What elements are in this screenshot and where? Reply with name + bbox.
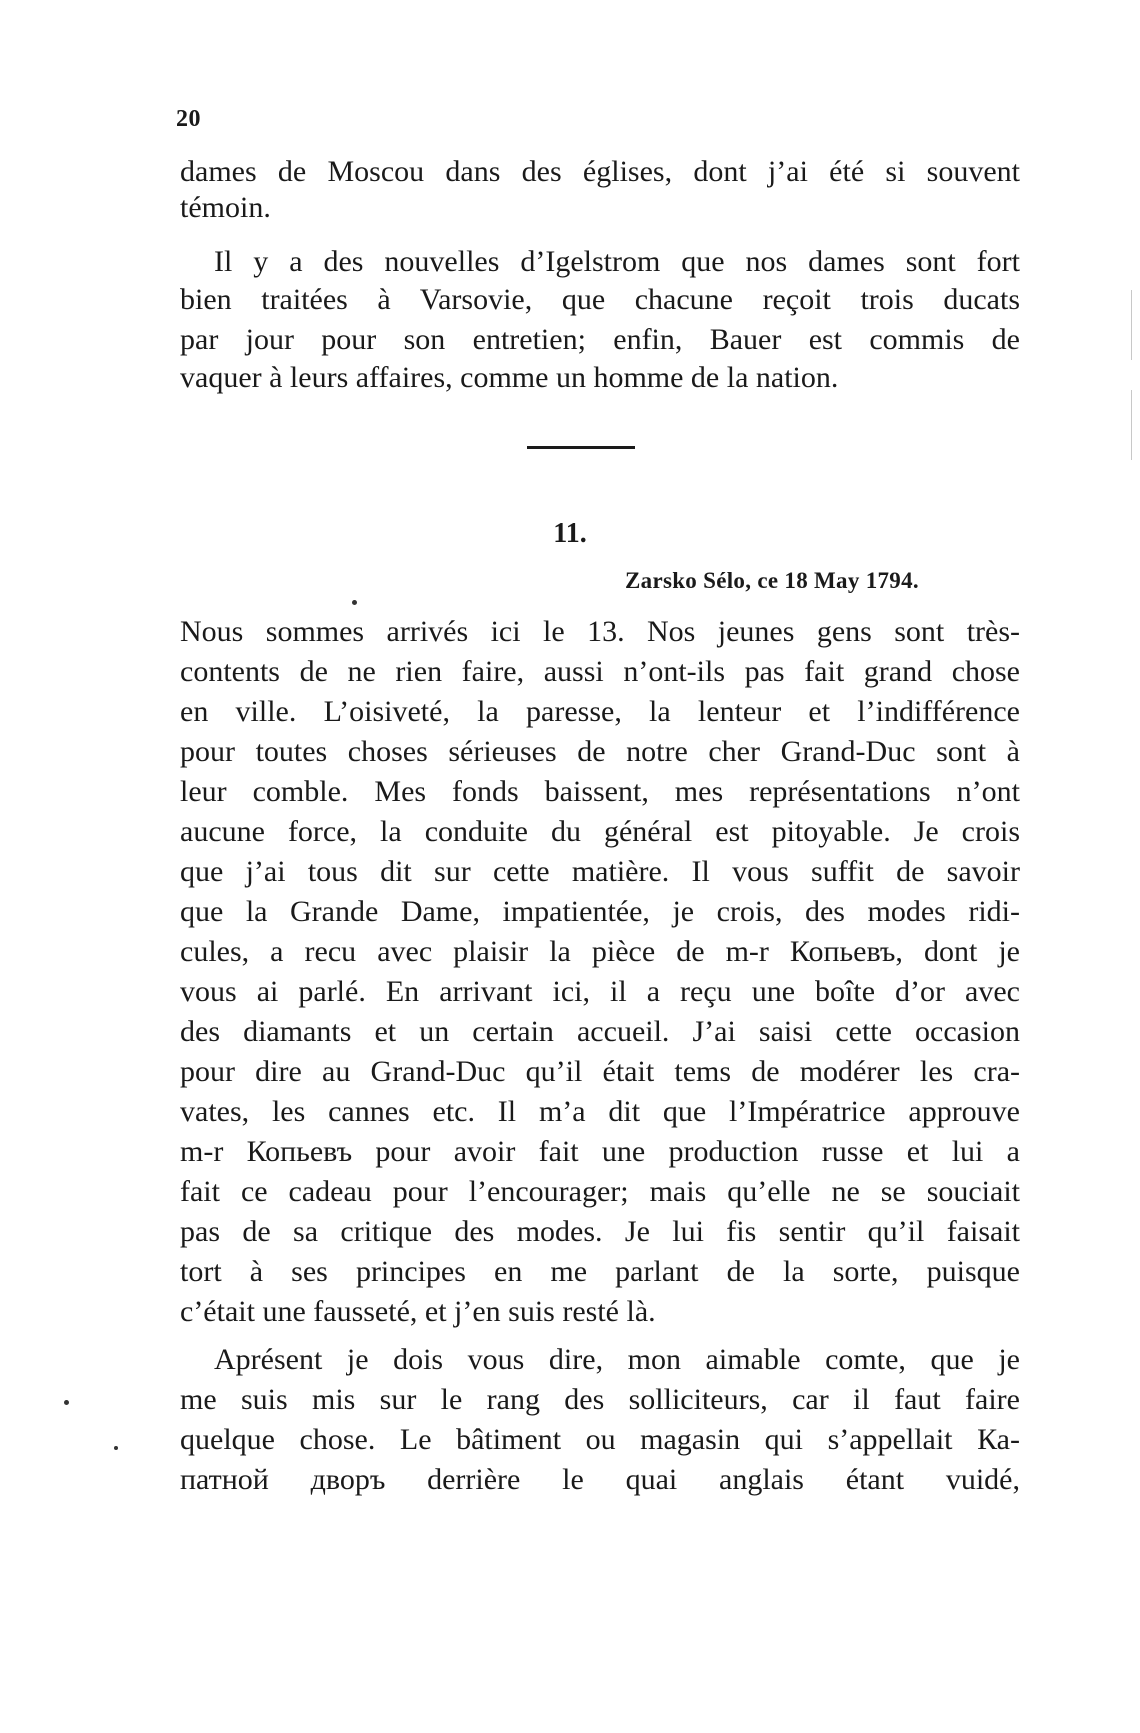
text-line: en ville. L’oisiveté, la paresse, la lenteur et l’indifférence [180, 695, 1020, 728]
text-line: патной дворъ derrière le quai anglais étant vuidé, [180, 1463, 1020, 1496]
text-line: dames de Moscou dans des églises, dont j’ai été si souvent [180, 155, 1020, 188]
text-line: pas de sa critique des modes. Je lui fis sentir qu’il faisait [180, 1215, 1020, 1248]
text-line: bien traitées à Varsovie, que chacune reçoit trois ducats [180, 283, 1020, 316]
text-line: Aprésent je dois vous dire, mon aimable comte, que je [214, 1343, 1020, 1376]
page-number: 20 [176, 106, 201, 132]
section-divider [527, 446, 635, 449]
stray-mark [64, 1400, 69, 1405]
stray-mark [114, 1446, 118, 1450]
text-line: cules, a recu avec plaisir la pièce de m-r Копьевъ, dont je [180, 935, 1020, 968]
text-line: par jour pour son entretien; enfin, Bauer est commis de [180, 323, 1020, 356]
text-line: c’était une fausseté, et j’en suis resté là. [180, 1295, 656, 1328]
text-line: aucune force, la conduite du général est pitoyable. Je crois [180, 815, 1020, 848]
letter-number: 11. [553, 518, 587, 549]
text-line: fait ce cadeau pour l’encourager; mais qu’elle ne se souciait [180, 1175, 1020, 1208]
text-line: tort à ses principes en me parlant de la sorte, puisque [180, 1255, 1020, 1288]
text-line: vates, les cannes etc. Il m’a dit que l’Impératrice approuve [180, 1095, 1020, 1128]
text-line: contents de ne rien faire, aussi n’ont-ils pas fait grand chose [180, 655, 1020, 688]
text-line: témoin. [180, 191, 271, 224]
text-line: des diamants et un certain accueil. J’ai saisi cette occasion [180, 1015, 1020, 1048]
text-line: Nous sommes arrivés ici le 13. Nos jeunes gens sont très- [180, 615, 1020, 648]
text-line: pour dire au Grand-Duc qu’il était tems de modérer les cra- [180, 1055, 1020, 1088]
stray-mark [352, 600, 357, 605]
letter-dateline: Zarsko Sélo, ce 18 May 1794. [625, 568, 919, 593]
text-line: pour toutes choses sérieuses de notre cher Grand-Duc sont à [180, 735, 1020, 768]
edge-scan-mark [1131, 290, 1132, 360]
text-line: vous ai parlé. En arrivant ici, il a reçu une boîte d’or avec [180, 975, 1020, 1008]
text-line: me suis mis sur le rang des solliciteurs, car il faut faire [180, 1383, 1020, 1416]
text-line: m-r Копьевъ pour avoir fait une production russe et lui a [180, 1135, 1020, 1168]
text-line: que j’ai tous dit sur cette matière. Il vous suffit de savoir [180, 855, 1020, 888]
text-line: leur comble. Mes fonds baissent, mes représentations n’ont [180, 775, 1020, 808]
text-line: quelque chose. Le bâtiment ou magasin qui s’appellait Ка- [180, 1423, 1020, 1456]
text-line: Il y a des nouvelles d’Igelstrom que nos dames sont fort [214, 245, 1020, 278]
text-line: vaquer à leurs affaires, comme un homme de la nation. [180, 361, 839, 394]
text-line: que la Grande Dame, impatientée, je crois, des modes ridi- [180, 895, 1020, 928]
edge-scan-mark [1131, 390, 1132, 460]
